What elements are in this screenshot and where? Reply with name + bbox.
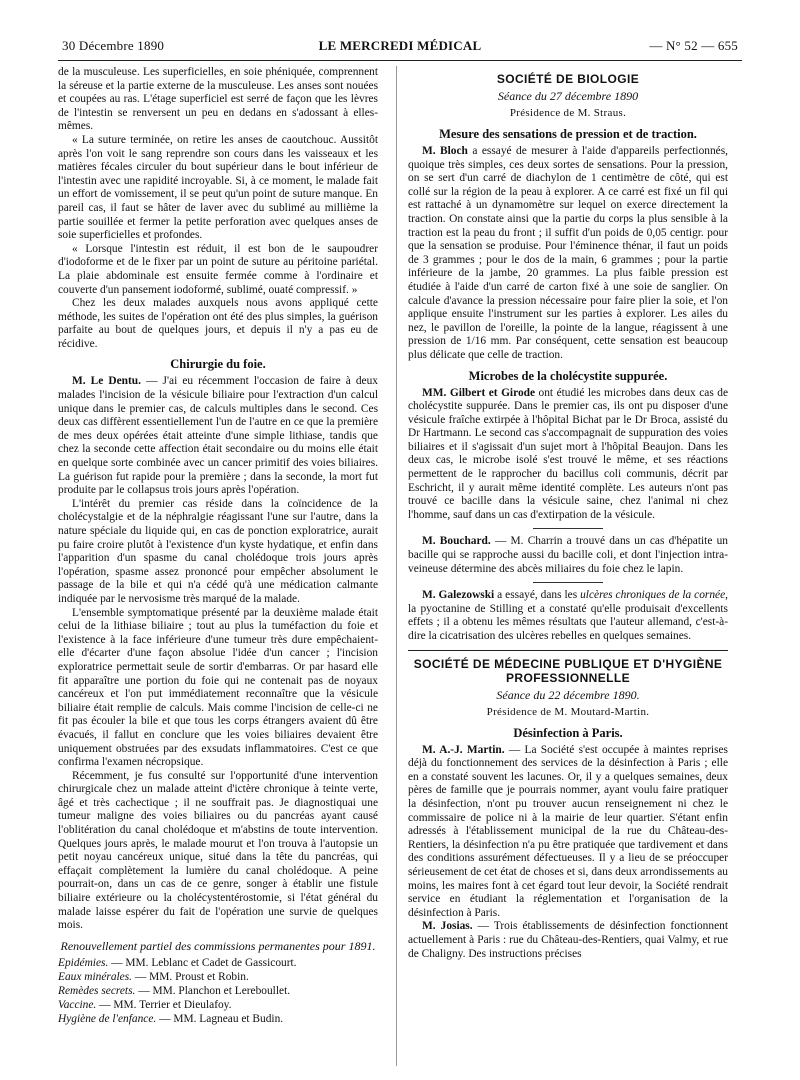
author-name: M. Le Dentu.	[72, 375, 141, 388]
section-heading-mesure: Mesure des sensations de pression et de traction.	[439, 127, 697, 141]
paragraph-josias	[408, 920, 728, 961]
section-heading-chirurgie: Chirurgie du foie.	[170, 357, 266, 372]
commission-item	[58, 998, 378, 1012]
header-issue-page: — N° 52 — 655	[649, 38, 738, 53]
paragraph-text: — Trois établissements de désinfection fonctionnent actuellement à Paris : rue du Château-des-Rentiers, quai Valmy, et rue de Chaligny. Des instructions précises	[408, 920, 728, 960]
author-name: M. Josias.	[422, 920, 473, 933]
section-rule	[408, 650, 728, 651]
presidency: Présidence de M. Straus.	[509, 107, 627, 119]
commissions-list	[58, 956, 378, 1026]
paragraph: Chez les deux malades auxquels nous avons appliqué cette méthode, les suites de l'opération ont été des plus simples, la guérison parfaite au bout de quelques jours, et depuis il n'y a pas eu de récidive.	[58, 297, 378, 350]
paragraph-galezowski	[408, 589, 728, 643]
commission-names: — MM. Proust et Robin.	[132, 970, 249, 983]
header-date: 30 Décembre 1890	[62, 38, 165, 53]
commission-label: Hygiène de l'enfance.	[58, 1012, 157, 1025]
commission-item	[58, 956, 378, 970]
commission-item	[58, 970, 378, 984]
society-title-medecine-publique: SOCIÉTÉ DE MÉDECINE PUBLIQUE ET D'HYGIÈNE PROFESSIONNELLE	[413, 656, 723, 685]
paragraph-text: ont étudié les microbes dans deux cas de cholécystite suppurée. Dans le premier cas, ils ont pu disposer d'une vésicule fraîche extirpée à l'hôpital Bichat par le Dr Broca, assisté du Dr Hartmann. Le second cas s'accompagnait de suppuration des voies biliaires et il s'agissait d'un sujet mort à l'hôpital Beaujon. Dans les deux cas, le microbe isolé s'est trouvé le même, et ses réactions permettent de le rapprocher du bacillus coli communis, décrit par Eschricht, il y aurait même identité complète. Les auteurs n'ont pas trouvé ce bacille dans la vésicule saine, chez l'animal ni chez l'homme, sauf dans un cas d'extirpation de la vésicule.	[408, 386, 729, 521]
commissions-heading: Renouvellement partiel des commissions permanentes pour 1891.	[60, 938, 376, 953]
paragraph-gilbert	[408, 387, 728, 523]
paragraph: « La suture terminée, on retire les anses de caoutchouc. Aussitôt après l'on voit le sang reprendre son cours dans les vaisseaux et les matières fécales circuler du bout supérieur dans le bout inférieur de l'intestin avec une rapidité incroyable. Si, à ce moment, le malade fait un effort de vomissement, il se peut qu'un point de suture manque. En pareil cas, il faut se hâter de laver avec du sublimé au millième la partie souillée et fermer la petite perforation avec quelques anses de soie superficielles et profondes.	[58, 133, 378, 242]
session-date: Séance du 22 décembre 1890.	[496, 687, 640, 702]
commission-item	[58, 1012, 378, 1026]
journal-title: LE MERCREDI MÉDICAL	[318, 38, 482, 53]
session-date: Séance du 27 décembre 1890	[497, 89, 639, 103]
commission-label: Eaux minérales.	[58, 970, 133, 983]
author-name: M. Bouchard.	[422, 535, 491, 548]
commission-label: Vaccine.	[58, 998, 97, 1011]
commission-names: — MM. Lagneau et Budin.	[156, 1012, 284, 1025]
paragraph-bouchard	[408, 535, 728, 576]
paragraph-text: a essayé, dans les	[494, 589, 581, 602]
paragraph: de la musculeuse. Les superficielles, en soie phéniquée, comprennent la séreuse et la partie externe de la musculeuse. Les anses sont nouées et coupées au ras. L'étage superficiel est serré de façon que les lèvres de l'intestin se renversent un peu en dedans en s'adossant à elles-mêmes.	[58, 66, 378, 133]
page-header	[58, 38, 742, 61]
commission-item	[58, 984, 378, 998]
separator	[533, 582, 603, 583]
author-name: M. Bloch	[422, 145, 468, 157]
author-name: MM. Gilbert et Girode	[422, 386, 536, 399]
left-column	[58, 66, 378, 1026]
separator	[533, 528, 603, 529]
paragraph-text: — J'ai eu récemment l'occasion de faire à deux malades l'incision de la vésicule biliaire pour l'extraction d'un calcul unique dans le premier cas, de calculs multiples dans le second. Ces deux cas diffèrent essentiellement l'un de l'autre en ce que la première de mes deux opérées était atteinte d'une simple lithiase, tandis que chez la seconde cette affection était secondaire ou du moins elle était en quelque sorte combinée avec un cancer primitif des voies biliaires. La guérison fut rapide pour la première ; dans la seconde, la mort fut produite par le collapsus trois jours après l'opération.	[58, 375, 378, 497]
author-name: M. Galezowski	[422, 589, 495, 602]
paragraph-bloch	[408, 145, 728, 363]
paragraph-text: — M. Charrin a trouvé dans un cas d'hépatite un bacille qui se rapproche aussi du bacille coli, et dont l'injection intra-veineuse détermine des abcès miliaires du foie chez le lapin.	[408, 535, 728, 575]
paragraph-text: a essayé de mesurer à l'aide d'appareils perfectionnés, quoique très simples, ces deux sortes de sensations. Pour la pression, on se sert d'un carré de diachylon de 1 centimètre de côté, qui est collé sur la région de la peau à explorer. A ce carré est fixé un fil qui est rattaché à un dynamomètre sur lequel on exerce directement la traction. On constate ainsi que la partie du corps la plus sensible à la traction est la peau du front ; il suffit d'un poids de 0,05 centigr. pour que la sensation se produise. Pour l'éminence thénar, il faut un poids de 3 grammes ; pour le dos de la main, 6 grammes ; pour la partie inférieure de la jambe, 20 grammes. La plus faible pression est étudiée à l'aide d'un carré de carton fixé à une soie de sanglier. On calcule d'avance la pression nécessaire pour faire plier la soie, et l'on applique ensuite l'instrument sur les parties à explorer. Les ailes du nez, le pavillon de l'oreille, la pointe de la langue, réagissent à une pression de 1/16 mm. Par conséquent, cette sensation est beaucoup plus délicate que celle de traction.	[408, 145, 729, 361]
commission-names: — MM. Terrier et Dieulafoy.	[96, 998, 232, 1011]
commission-label: Epidémies.	[58, 956, 109, 969]
paragraph-martin	[408, 744, 728, 921]
column-divider	[396, 66, 397, 1066]
paragraph-text: — La Société s'est occupée à maintes reprises déjà du fonctionnement des services de la désinfection à Paris ; elle en a constaté souvent les lacunes. Or, il y a quelques semaines, deux pères de famille que je pourrais nommer, ayant voulu faire pratiquer la désinfection, n'ont pu trouver aucun renseignement ni chez le commissaire de police ni à la mairie de leur quartier. S'étant enfin adressés à l'établissement municipal de la rue du Château-des-Rentiers, la désinfection n'a pu être pratiquée que tardivement et dans des conditions assurément défectueuses. Il y a lieu de se préoccuper sérieusement de cet état de choses et si, dans deux arrondissements au moins, les maires font à cet égard tout leur devoir, la Société rendrait service en étudiant la réglementation et l'organisation de la désinfection à Paris.	[408, 743, 728, 919]
society-title-biologie: SOCIÉTÉ DE BIOLOGIE	[496, 72, 640, 86]
paragraph: L'intérêt du premier cas réside dans la coïncidence de la cholécystalgie et de la néphralgie réagissant l'une sur l'autre, dans la nature spéciale du liquide qui, en cas de ponction exploratrice, aurait pu faire croire plutôt à l'existence d'un kyste hydatique, et enfin dans l'apparition d'un spasme du canal cholédoque trois jours après l'opération, spasme assez prononcé pour empêcher absolument le passage de la bile et qui n'a cédé qu'à une médication calmante indiquée par le nervosisme très marqué de la malade.	[58, 497, 378, 605]
paragraph: Récemment, je fus consulté sur l'opportunité d'une intervention chirurgicale chez un malade atteint d'ictère chronique à teinte verte, âgé et très cachectique ; il ne souffrait pas. Je diagnostiquai une tumeur maligne des voies biliaires ou du pancréas ayant causé l'oblitération du canal cholédoque et m'abstins de toute intervention. Quelques jours après, le malade mourut et l'on trouva à l'autopsie un petit noyau cancéreux unique, situé dans la tête du pancréas, qui effaçait complètement la lumière du canal cholédoque. A peine pourrait-on, dans un cas de ce genre, songer à établir une fistule biliaire extérieure ou la cholécystentérostomie, si l'état général du malade laisse espérer du fait de l'opération une survie de quelques mois.	[58, 769, 378, 932]
commission-label: Remèdes secrets.	[58, 984, 136, 997]
right-column	[408, 66, 728, 961]
paragraph-le-dentu	[58, 375, 378, 497]
paragraph: « Lorsque l'intestin est réduit, il est bon de le saupoudrer d'iodoforme et de le fixer par un point de suture au péritoine pariétal. La plaie abdominale est ensuite fermée comme à l'ordinaire et couverte d'un pansement iodoformé, sublimé, ouaté compressif. »	[58, 242, 378, 296]
paragraph: L'ensemble symptomatique présenté par la deuxième malade était celui de la lithiase biliaire ; tout au plus la tuméfaction du foie et l'existence à la face inférieure d'une tumeur très dure empêchaient-elle d'écarter d'une façon absolue l'idée d'un cancer ; l'incision exploratrice permettait seule de sortir d'embarras. Or par hasard elle fit apparaître une portion du foie qui ne contenait pas de noyaux cancéreux et l'on put immédiatement reconnaître que la vésicule biliaire était remplie de calculs. Mais comme l'incision de celle-ci ne fit pas écouler la bile et que tous les corps étrangers avaient dû être évacués, il fallut en conclure que les voies biliaires devaient être uniquement obstruées par des exsudats inflammatoires. C'est ce que confirma l'examen nécropsique.	[58, 606, 378, 769]
section-heading-microbes: Microbes de la cholécystite suppurée.	[468, 368, 668, 383]
paragraph-text: , la pyoctanine de Stilling et a constaté qu'elle produisait d'excellents effets ; il a obtenu les mêmes résultats que l'auteur allemand, c'est-à-dire la cicatrisation des ulcères rebelles en quelques semaines.	[408, 589, 728, 642]
commission-names: — MM. Planchon et Lereboullet.	[135, 984, 291, 997]
section-heading-desinfection: Désinfection à Paris.	[513, 725, 623, 740]
italic-term: ulcères chroniques de la cornée	[580, 589, 726, 602]
commission-names: — MM. Leblanc et Cadet de Gassicourt.	[108, 956, 297, 969]
author-name: M. A.-J. Martin.	[422, 743, 505, 756]
presidency: Présidence de M. Moutard-Martin.	[486, 705, 650, 718]
